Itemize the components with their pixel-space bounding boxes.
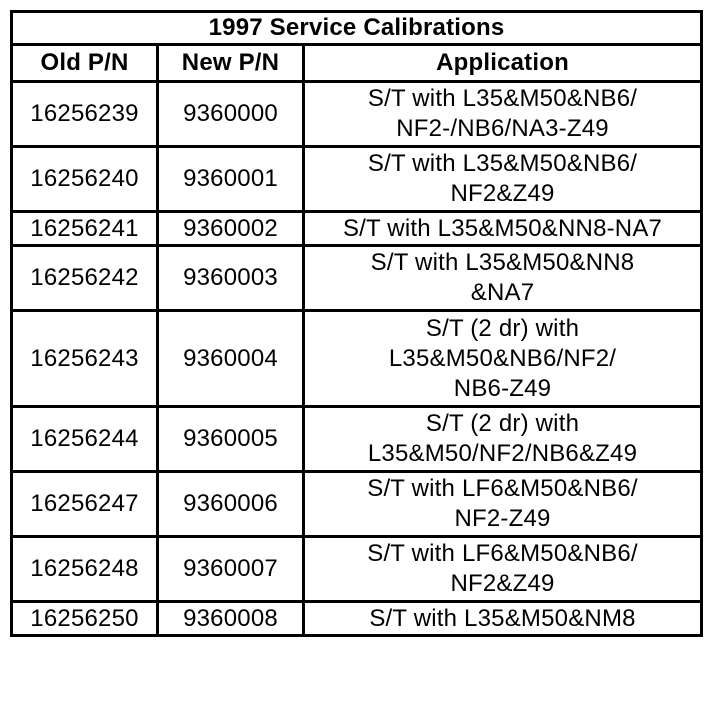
application-line: S/T with LF6&M50&NB6/ — [367, 540, 638, 567]
new-pn-cell: 9360001 — [158, 147, 304, 212]
application-line: &NA7 — [470, 279, 535, 306]
application-cell — [304, 147, 702, 212]
table-row — [12, 147, 702, 212]
header-application: Application — [304, 45, 702, 82]
header-new-pn: New P/N — [158, 45, 304, 82]
table-row — [12, 82, 702, 147]
calibration-document — [10, 10, 700, 637]
table-row — [12, 311, 702, 407]
application-cell — [304, 246, 702, 311]
application-line: S/T with L35&M50&NB6/ — [367, 85, 638, 112]
old-pn-cell: 16256243 — [12, 311, 158, 407]
table-title: 1997 Service Calibrations — [12, 12, 702, 45]
application-cell — [304, 472, 702, 537]
new-pn-cell: 9360000 — [158, 82, 304, 147]
old-pn-cell: 16256247 — [12, 472, 158, 537]
old-pn-cell: 16256239 — [12, 82, 158, 147]
application-line: S/T (2 dr) with — [425, 410, 580, 437]
application-line: S/T with L35&M50&NN8 — [370, 249, 635, 276]
old-pn-cell: 16256242 — [12, 246, 158, 311]
table-body — [12, 82, 702, 636]
old-pn-cell: 16256248 — [12, 537, 158, 602]
application-cell — [304, 311, 702, 407]
application-cell — [304, 212, 702, 246]
application-line: NB6-Z49 — [453, 374, 552, 402]
new-pn-cell: 9360008 — [158, 602, 304, 636]
new-pn-cell: 9360004 — [158, 311, 304, 407]
new-pn-cell: 9360003 — [158, 246, 304, 311]
application-line: NF2-/NB6/NA3-Z49 — [396, 115, 609, 142]
application-line: NF2&Z49 — [450, 570, 555, 597]
new-pn-cell: 9360006 — [158, 472, 304, 537]
old-pn-cell: 16256244 — [12, 407, 158, 472]
application-line: L35&M50&NB6/NF2/ — [388, 344, 617, 372]
table-row — [12, 472, 702, 537]
table-row — [12, 246, 702, 311]
application-cell — [304, 537, 702, 602]
application-line: L35&M50/NF2/NB6&Z49 — [367, 440, 638, 467]
new-pn-cell: 9360002 — [158, 212, 304, 246]
header-old-pn: Old P/N — [12, 45, 158, 82]
new-pn-cell: 9360005 — [158, 407, 304, 472]
application-cell — [304, 82, 702, 147]
application-cell — [304, 602, 702, 636]
application-cell — [304, 407, 702, 472]
application-line: S/T with L35&M50&NM8 — [369, 604, 636, 632]
table-row — [12, 212, 702, 246]
table-header-row — [12, 45, 702, 82]
table-row — [12, 602, 702, 636]
old-pn-cell: 16256250 — [12, 602, 158, 636]
new-pn-cell: 9360007 — [158, 537, 304, 602]
application-line: S/T with L35&M50&NB6/ — [367, 150, 638, 177]
application-line: NF2-Z49 — [454, 505, 551, 532]
old-pn-cell: 16256241 — [12, 212, 158, 246]
application-line: NF2&Z49 — [450, 180, 555, 207]
old-pn-cell: 16256240 — [12, 147, 158, 212]
table-row — [12, 407, 702, 472]
table-title-row — [12, 12, 702, 45]
application-line: S/T with LF6&M50&NB6/ — [367, 475, 638, 502]
application-line: S/T (2 dr) with — [425, 314, 580, 342]
table-row — [12, 537, 702, 602]
service-calibrations-table — [10, 10, 703, 637]
application-line: S/T with L35&M50&NN8-NA7 — [342, 214, 663, 242]
